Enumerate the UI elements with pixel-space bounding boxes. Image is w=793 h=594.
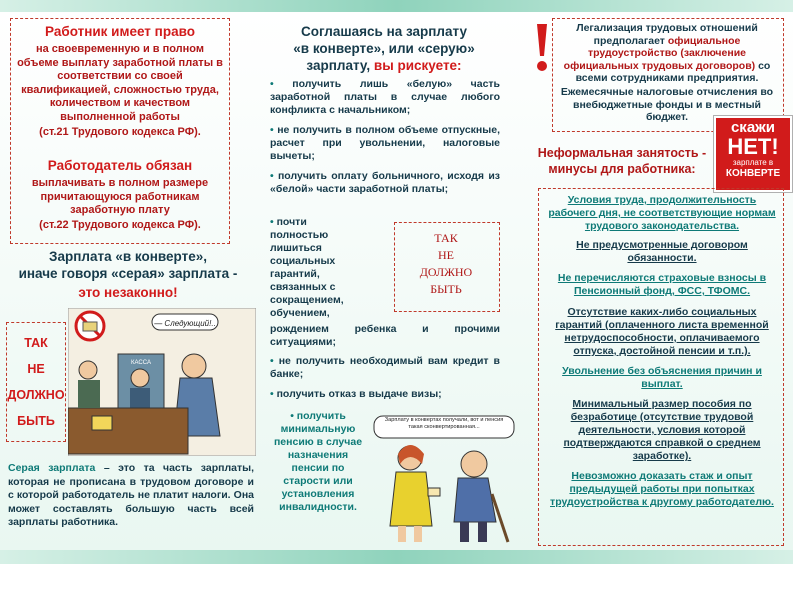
informal-title-1: Неформальная занятость -: [537, 146, 707, 160]
cashier-cartoon: [68, 308, 256, 456]
envelope-line3: это незаконно!: [78, 285, 178, 300]
cartoon-sign: КАССА: [131, 360, 151, 366]
risk-bullet-3: • получить оплату больничного, исходя из «белой» части заработной платы;: [270, 170, 500, 195]
pension-bubble-text: Зарплату в конвертах получали, вот и пенсия такая сконвертированная...: [384, 417, 504, 430]
risk-bullet-1: • получить лишь «белую» часть заработной платы в случае любого конфликта с начальником;: [270, 78, 501, 116]
legalization-text-1: Легализация трудовых отношений предполагает официальное трудоустройство (заключение официальных трудовых договоров) со всеми сотрудниками предприятия.: [563, 22, 771, 84]
risk-line1: Соглашаясь на зарплату: [301, 24, 467, 39]
stamp-middle-text: ТАК НЕ ДОЛЖНО БЫТЬ: [419, 231, 473, 296]
rights-title: Работник имеет право: [45, 24, 195, 39]
cons-item-7: Невозможно доказать стаж и опыт предыдущей работы при попытках трудоустройства к другому работодателю.: [550, 470, 774, 508]
exclamation-icon: [534, 22, 550, 72]
legalization-text-2: Ежемесячные налоговые отчисления во внебюджетные фонды и в местный бюджет.: [560, 86, 774, 123]
cons-item-4: Отсутствие каких-либо социальных гарантий (оплаченного листа временной нетрудоспособности, оплачиваемого отпуска, достойной пенсии и т.п.).: [555, 306, 769, 357]
risk-line2: «в конверте», или «серую»: [293, 41, 475, 56]
top-decor-band: [0, 0, 793, 12]
risk-bullet-6: • получить отказ в выдаче визы;: [270, 388, 442, 400]
cons-item-5: Увольнение без объяснения причин и выплат.: [562, 365, 762, 390]
cons-item-1: Условия труда, продолжительность рабочего дня, не соответствующие нормам трудового законодательства.: [548, 194, 776, 232]
bottom-decor-band: [0, 550, 793, 564]
gray-definition: Серая зарплата – это та часть зарплаты, которая не прописана в трудовом договоре и с которой работодатель не платит налоги. Она может составлять большую часть всей зарплаты работника.: [8, 462, 255, 528]
envelope-line2: иначе говоря «серая» зарплата -: [18, 266, 238, 281]
risk-bullet-7: • получить минимальную пенсию в случае назначения пенсии по старости или установления инвалидности.: [273, 410, 363, 513]
risk-bullet-5: • не получить необходимый вам кредит в банке;: [270, 355, 501, 380]
cons-item-6: Минимальный размер пособия по безработице (отсутствие трудовой деятельности, условия которой подтверждаются справкой о среднем заработке).: [563, 398, 761, 462]
employer-title: Работодатель обязан: [47, 158, 193, 173]
risk-bullet-2: • не получить в полном объеме отпускные, расчет при увольнении, налоговые вычеты;: [270, 124, 501, 162]
employer-ref: (ст.22 Трудового кодекса РФ).: [39, 219, 201, 231]
informal-title-2: минусы для работника:: [548, 162, 696, 176]
risk-bullet-4a: • почти полностью лишиться социальных гарантий, связанных с сокращением, обучением,: [270, 216, 344, 319]
rights-ref: (ст.21 Трудового кодекса РФ).: [39, 126, 201, 138]
risk-line3: зарплату, вы рискуете:: [306, 58, 462, 73]
badge-sub1: зарплате в: [732, 158, 774, 167]
badge-say: скажи: [730, 119, 776, 136]
employer-text: выплачивать в полном размере причитающуюся работникам заработную плату: [31, 177, 209, 216]
cons-item-3: Не перечисляются страховые взносы в Пенсионный фонд, ФСС, ТФОМС.: [557, 272, 767, 297]
rights-text: на своевременную и в полном объеме выплату заработной платы в соответствии со своей квалификацией, сложностью труда, количеством и качеством выполненной работы: [17, 43, 223, 123]
badge-sub2: КОНВЕРТЕ: [725, 168, 781, 179]
envelope-line1: Зарплата «в конверте»,: [49, 249, 207, 264]
risk-bullet-4b: рождением ребенка и прочими ситуациями;: [270, 323, 500, 348]
cons-item-2: Не предусмотренные договором обязанности.: [576, 239, 748, 264]
pension-cartoon: [370, 414, 522, 546]
say-no-badge: [714, 116, 792, 192]
cartoon-bubble-text: — Следующий!..: [154, 319, 216, 328]
badge-no: НЕТ!: [727, 134, 779, 159]
stamp-left-text: ТАК НЕ ДОЛЖНО БЫТЬ: [7, 336, 65, 428]
